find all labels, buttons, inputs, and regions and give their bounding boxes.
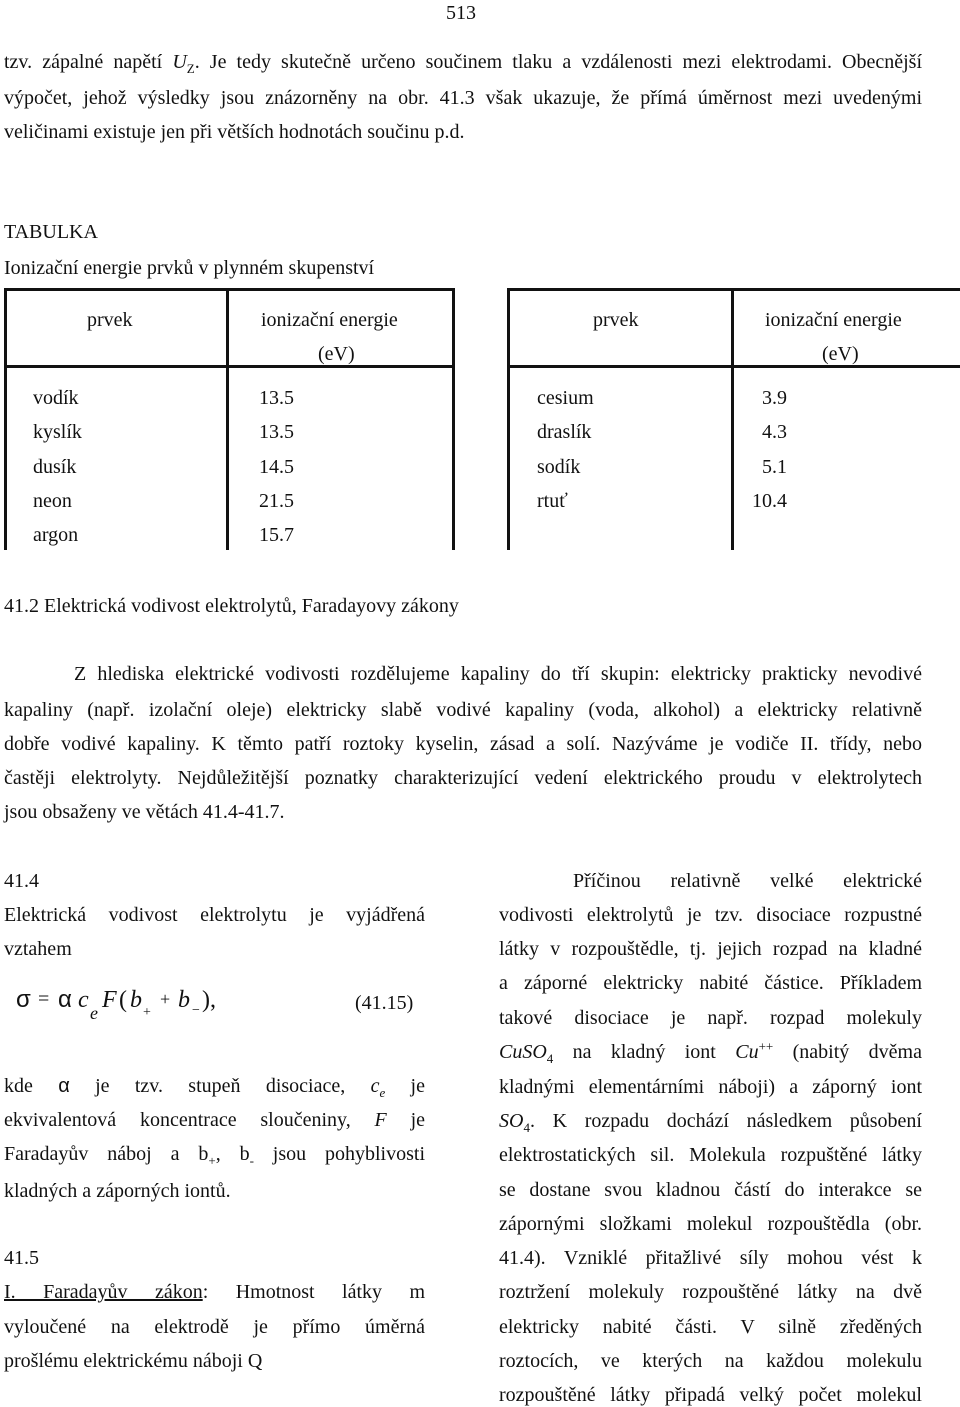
ion-formula: SO <box>499 1110 524 1132</box>
ion-formula: Cu <box>735 1041 759 1063</box>
alpha-symbol: α <box>58 986 72 1013</box>
paragraph-line: 41.4). Vzniklé přitažlivé síly mohou vést k <box>499 1247 922 1269</box>
paragraph-line: vztahem <box>4 938 72 960</box>
paragraph-line: takové disociace je např. rozpad molekuly <box>499 1007 922 1029</box>
page-number: 513 <box>446 2 476 24</box>
intro-line-1: tzv. zápalné napětí $U_Z$. Je tedy skutečně určeno součinem tlaku a vzdálenosti mezi elektrodami. Obecnější <box>4 51 923 76</box>
paragraph-line: kladnými elementárními náboji) a záporný iont <box>499 1076 922 1098</box>
table-header-energy: ionizační energie <box>261 309 398 331</box>
paragraph-line: častěji elektrolyty. Nejdůležitější poznatky charakterizující vedení elektrického proudu v elektrolytech <box>4 767 922 789</box>
table-header-element: prvek <box>87 309 133 331</box>
paragraph-line: vyloučené na elektrodě je přímo úměrná <box>4 1316 425 1338</box>
mobility-plus-subscript: + <box>143 1005 151 1020</box>
paragraph-line: látky v rozpouštědle, tj. jejich rozpad na kladné <box>499 938 922 960</box>
table-cell-value: 14.5 <box>259 456 294 478</box>
mobility-minus-subscript: − <box>192 1003 200 1018</box>
table-cell-element: cesium <box>537 387 594 409</box>
faraday-law-title: I. Faradayův zákon <box>4 1281 203 1303</box>
bracket-open: ( <box>119 987 127 1013</box>
paragraph-line: se dostane svou kladnou částí do interakce se <box>499 1179 922 1201</box>
table-border <box>731 288 734 550</box>
paragraph-line: I. Faradayův zákon: Hmotnost látky m <box>4 1281 426 1303</box>
table-border <box>507 288 510 550</box>
table-header-element: prvek <box>593 309 639 331</box>
table-cell-element: sodík <box>537 456 581 478</box>
paragraph-line: zápornými složkami molekul rozpouštědla (obr. <box>499 1213 922 1235</box>
paragraph-line: vodivosti elektrolytů je tzv. disociace rozpustné <box>499 904 922 926</box>
chemical-formula: CuSO <box>499 1041 547 1063</box>
paragraph-line: $SO_4$. K rozpadu dochází následkem působení <box>499 1110 922 1135</box>
intro-line-3: veličinami existuje jen při větších hodnotách součinu p.d. <box>4 121 465 143</box>
section-number-41-4: 41.4 <box>4 870 39 892</box>
table-header-energy: ionizační energie <box>765 309 902 331</box>
table-cell-value: 5.1 <box>762 456 787 478</box>
paragraph-line: jsou obsaženy ve větách 41.4-41.7. <box>4 801 285 823</box>
table-cell-element: draslík <box>537 421 592 443</box>
table-border <box>452 288 455 550</box>
table-border <box>507 365 960 368</box>
mobility-minus-symbol: b <box>178 987 190 1013</box>
table-border <box>226 288 229 550</box>
paragraph-line: roztržení molekuly rozpouštěné látky na dvě <box>499 1281 922 1303</box>
table-border <box>4 365 455 368</box>
table-caption: Ionizační energie prvků v plynném skupenství <box>4 257 375 279</box>
paragraph-line: CuSO$_4$ na kladný iont Cu++ (nabitý dvěma <box>499 1038 922 1066</box>
table-cell-element: neon <box>33 490 72 512</box>
bracket-close: ), <box>202 987 216 1013</box>
paragraph-line: dobře vodivé kapaliny. K těmto patří roztoky kyselin, zásad a solí. Nazýváme je vodiče II. třídy, nebo <box>4 733 922 755</box>
section-heading: 41.2 Elektrická vodivost elektrolytů, Faradayovy zákony <box>4 595 459 617</box>
table-cell-value: 15.7 <box>259 524 294 546</box>
table-cell-value: 10.4 <box>752 490 787 512</box>
alpha-symbol: α <box>58 1075 70 1097</box>
table-label: TABULKA <box>4 221 98 243</box>
table-cell-value: 13.5 <box>259 387 294 409</box>
table-cell-value: 13.5 <box>259 421 294 443</box>
table-cell-element: argon <box>33 524 79 546</box>
paragraph-line: elektrostatických sil. Molekula rozpuštěné látky <box>499 1144 922 1166</box>
paragraph-line: kde α je tzv. stupeň disociace, $c_e$ je <box>4 1075 425 1100</box>
equation-number: (41.15) <box>355 992 414 1014</box>
paragraph-line: kapaliny (např. izolační oleje) elektricky slabě vodivé kapaliny (voda, alkohol) a elektricky relativně <box>4 699 922 721</box>
table-cell-element: rtuť <box>537 490 568 512</box>
plus-sign: + <box>160 989 171 1009</box>
paragraph-line: Z hlediska elektrické vodivosti rozdělujeme kapaliny do tří skupin: elektricky prakticky nevodivé <box>74 663 922 685</box>
mobility-plus-symbol: b <box>130 987 142 1013</box>
table-header-unit: (eV) <box>318 343 355 365</box>
table-header-unit: (eV) <box>822 343 859 365</box>
table-cell-value: 21.5 <box>259 490 294 512</box>
paragraph-line: kladných a záporných iontů. <box>4 1180 231 1202</box>
faraday-symbol: F <box>102 987 117 1013</box>
table-border <box>4 288 455 291</box>
table-cell-value: 4.3 <box>762 421 787 443</box>
table-border <box>507 288 960 291</box>
paragraph-line: a záporné elektricky nabité částice. Příkladem <box>499 972 922 994</box>
table-cell-element: dusík <box>33 456 77 478</box>
equals-sign: = <box>38 988 50 1010</box>
concentration-symbol: c <box>78 987 89 1013</box>
sigma-symbol: σ <box>16 986 31 1013</box>
section-number-41-5: 41.5 <box>4 1247 39 1269</box>
paragraph-line: Elektrická vodivost elektrolytu je vyjádřená <box>4 904 425 926</box>
paragraph-line: prošlému elektrickému náboji Q <box>4 1350 263 1372</box>
voltage-symbol: U <box>172 51 187 73</box>
paragraph-line: Příčinou relativně velké elektrické <box>573 870 922 892</box>
intro-line-2: výpočet, jehož výsledky jsou znázorněny na obr. 41.3 však ukazuje, že přímá úměrnost mezi uvedenými <box>4 87 922 109</box>
paragraph-line: ekvivalentová koncentrace sloučeniny, F je <box>4 1109 425 1131</box>
paragraph-line: elektricky nabité části. V silně zředěných <box>499 1316 922 1338</box>
paragraph-line: Faradayův náboj a $b_+$, $b_-$ jsou pohyblivosti <box>4 1143 425 1168</box>
paragraph-line: roztocích, ve kterých na každou molekulu <box>499 1350 922 1372</box>
paragraph-line: rozpouštěné látky připadá velký počet molekul <box>499 1384 922 1406</box>
table-border <box>4 288 7 550</box>
table-cell-value: 3.9 <box>762 387 787 409</box>
table-cell-element: vodík <box>33 387 79 409</box>
table-cell-element: kyslík <box>33 421 82 443</box>
concentration-subscript: e <box>90 1003 98 1023</box>
